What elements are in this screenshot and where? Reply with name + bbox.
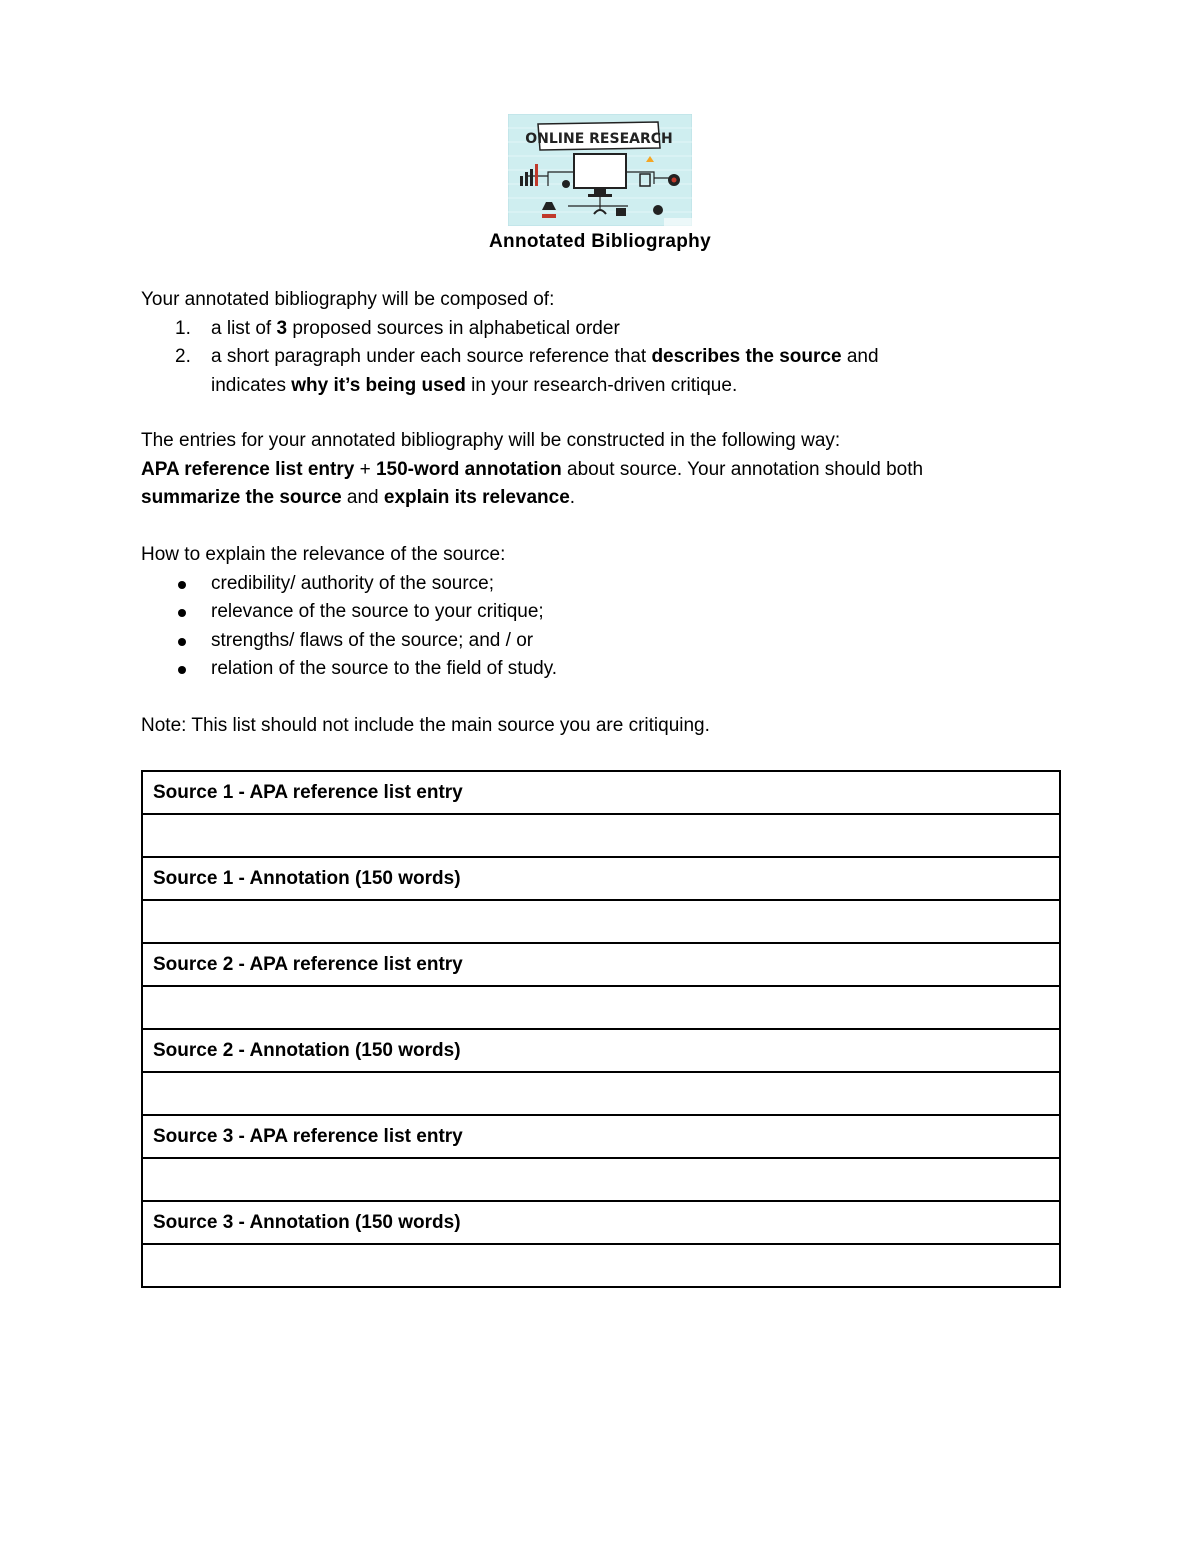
bullet-text: credibility/ authority of the source; [211, 572, 495, 594]
bullet-item [141, 655, 1071, 684]
bullet-text: relation of the source to the field of study. [211, 658, 558, 679]
table-entry-cell[interactable] [142, 1158, 1060, 1201]
entries-section [141, 427, 1071, 513]
emphasis-text: summarize the source [141, 487, 342, 508]
note-section [141, 712, 1071, 741]
table-entry-cell[interactable] [142, 1072, 1060, 1115]
logo-label: ONLINE RESEARCH [525, 131, 673, 147]
table-heading-cell: Source 2 - APA reference list entry [142, 943, 1060, 986]
relevance-intro: How to explain the relevance of the source: [141, 544, 506, 565]
list-text: proposed sources in alphabetical order [287, 317, 620, 339]
bullet-item [141, 598, 1071, 627]
list-emphasis: why it’s being used [291, 374, 466, 396]
table-heading-cell: Source 3 - Annotation (150 words) [142, 1201, 1060, 1244]
sources-table [141, 770, 1061, 1288]
table-row [142, 1115, 1060, 1158]
table-row [142, 900, 1060, 943]
online-research-illustration [508, 114, 692, 226]
emphasis-text: explain its relevance [383, 487, 570, 508]
list-number: 2. [175, 346, 191, 367]
list-emphasis: describes the source [651, 346, 842, 367]
table-entry-cell[interactable] [142, 814, 1060, 857]
table-row [142, 771, 1060, 814]
list-number: 1. [175, 317, 191, 339]
plain-text: about source. Your annotation should both [561, 458, 924, 480]
emphasis-text: APA reference list entry [141, 458, 355, 480]
list-emphasis: 3 [276, 317, 288, 339]
table-row [142, 1072, 1060, 1115]
table-entry-cell[interactable] [142, 1244, 1060, 1287]
bullet-icon [178, 638, 186, 646]
list-item-continuation [141, 372, 1071, 401]
table-row [142, 943, 1060, 986]
table-row [142, 814, 1060, 857]
composition-intro: Your annotated bibliography will be composed of: [141, 289, 555, 310]
list-item [141, 343, 1071, 372]
bullet-icon [178, 609, 186, 617]
entries-formula-continuation [141, 484, 1071, 513]
plain-text: and [341, 487, 384, 508]
note-text: Note: This list should not include the main source you are critiquing. [141, 715, 710, 736]
table-heading-cell: Source 3 - APA reference list entry [142, 1115, 1060, 1158]
list-item [141, 315, 1071, 344]
list-text: a short paragraph under each source reference that [211, 346, 652, 367]
table-row [142, 1244, 1060, 1287]
table-heading-cell: Source 1 - Annotation (150 words) [142, 857, 1060, 900]
composition-section [141, 286, 1071, 400]
list-text: in your research-driven critique. [465, 374, 738, 396]
entries-formula [141, 456, 1071, 485]
bullet-text: relevance of the source to your critique; [211, 601, 544, 622]
table-row [142, 857, 1060, 900]
table-row [142, 1201, 1060, 1244]
table-row [142, 986, 1060, 1029]
bullet-icon [178, 666, 186, 674]
page-title: Annotated Bibliography [489, 231, 711, 252]
table-row [142, 1158, 1060, 1201]
plain-text: + [354, 458, 376, 480]
bullet-item [141, 570, 1071, 599]
relevance-section [141, 541, 1071, 684]
entries-intro: The entries for your annotated bibliography will be constructed in the following way: [141, 430, 841, 451]
list-text: a list of [211, 317, 277, 339]
list-text: indicates [211, 374, 292, 396]
bullet-item [141, 627, 1071, 656]
bullet-icon [178, 581, 186, 589]
table-entry-cell[interactable] [142, 900, 1060, 943]
table-entry-cell[interactable] [142, 986, 1060, 1029]
list-text: and [841, 346, 879, 367]
table-heading-cell: Source 2 - Annotation (150 words) [142, 1029, 1060, 1072]
table-row [142, 1029, 1060, 1072]
plain-text: . [569, 487, 576, 508]
emphasis-text: 150-word annotation [375, 458, 562, 480]
table-heading-cell: Source 1 - APA reference list entry [142, 771, 1060, 814]
bullet-text: strengths/ flaws of the source; and / or [211, 629, 534, 651]
